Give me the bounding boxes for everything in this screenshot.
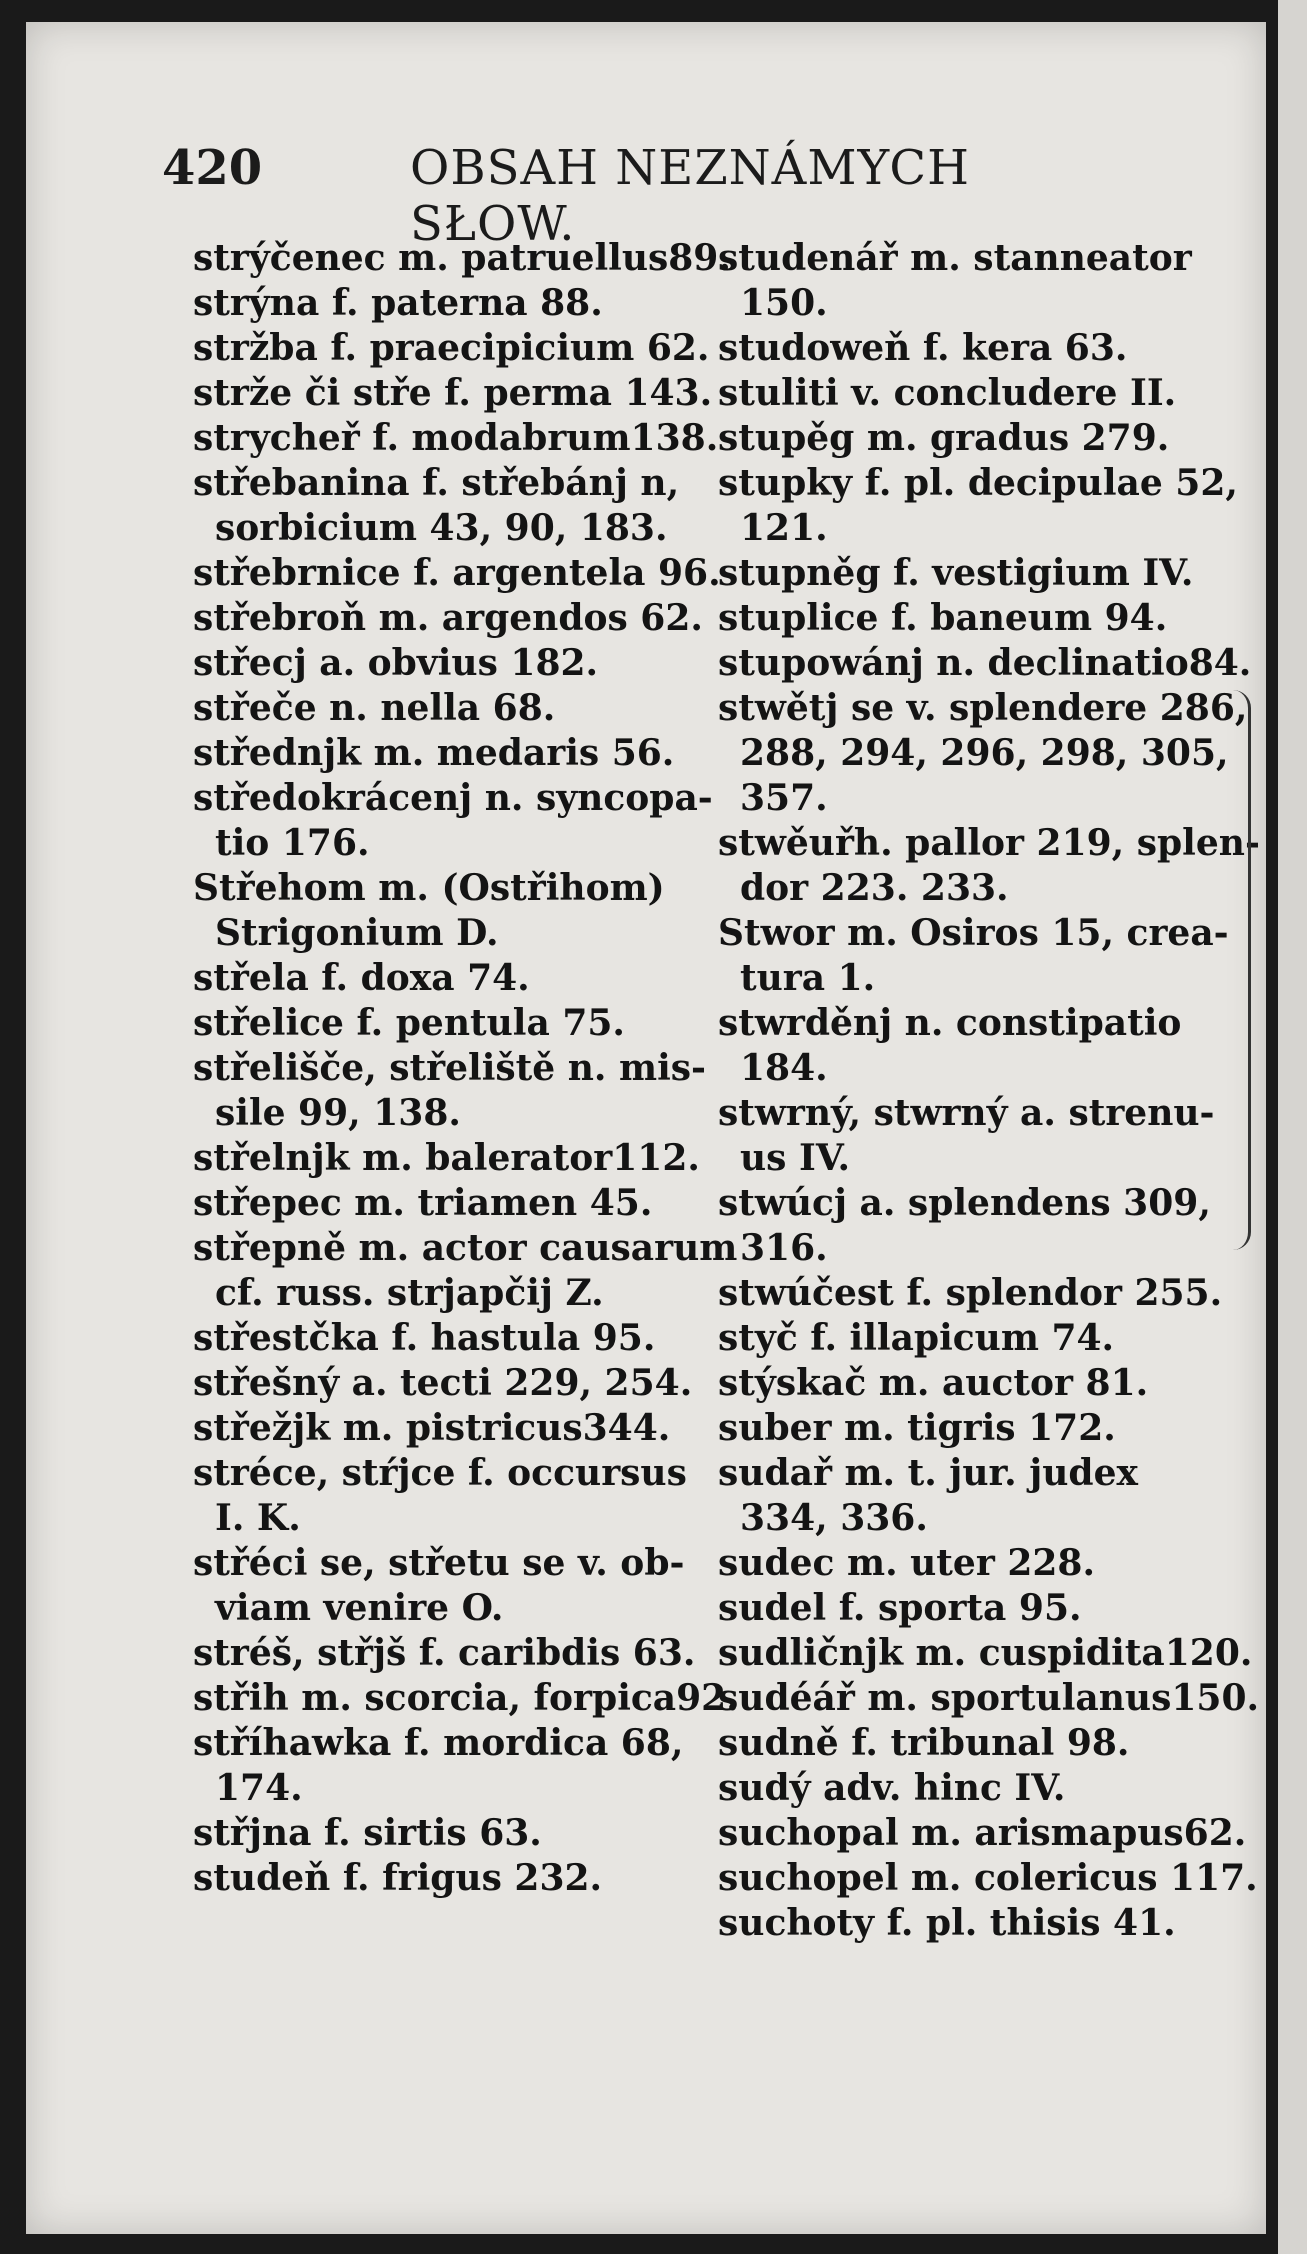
index-entry-line: 174. — [215, 1767, 303, 1809]
index-entry-line: 184. — [740, 1047, 828, 1089]
index-entry-line: sorbicium 43, 90, 183. — [215, 507, 668, 549]
index-entry-line: střelice f. pentula 75. — [193, 1002, 625, 1044]
index-entry-line: stupowánj n. declinatio84. — [718, 642, 1252, 684]
index-entry-line: střežjk m. pistricus344. — [193, 1407, 671, 1449]
index-entry-line: 316. — [740, 1227, 828, 1269]
index-entry-line: středokrácenj n. syncopa- — [193, 777, 713, 819]
index-entry-line: střelišče, střeliště n. mis- — [193, 1047, 706, 1089]
index-entry-line: strýčenec m. patruellus89. — [193, 237, 731, 279]
index-entry-line: stréš, střjš f. caribdis 63. — [193, 1632, 696, 1674]
index-entry-line: stříhawka f. mordica 68, — [193, 1722, 684, 1764]
index-entry-line: viam venire O. — [215, 1587, 504, 1629]
running-title: OBSAH NEZNÁMYCH SŁOW. — [410, 140, 970, 252]
index-entry-line: sile 99, 138. — [215, 1092, 461, 1134]
index-entry-line: stupněg f. vestigium IV. — [718, 552, 1194, 594]
index-entry-line: stwětj se v. splendere 286, — [718, 687, 1248, 729]
index-entry-line: tio 176. — [215, 822, 370, 864]
index-entry-line: studoweň f. kera 63. — [718, 327, 1128, 369]
index-entry-line: střela f. doxa 74. — [193, 957, 530, 999]
index-entry-line: střebroň m. argendos 62. — [193, 597, 703, 639]
index-entry-line: stržba f. praecipicium 62. — [193, 327, 710, 369]
index-entry-line: střebanina f. střebánj n, — [193, 462, 680, 504]
index-entry-line: stuliti v. concludere II. — [718, 372, 1177, 414]
index-entry-line: sudličnjk m. cuspidita120. — [718, 1632, 1253, 1674]
page-number: 420 — [162, 140, 263, 196]
index-entry-line: us IV. — [740, 1137, 850, 1179]
index-entry-line: strže či stře f. perma 143. — [193, 372, 713, 414]
index-entry-line: střednjk m. medaris 56. — [193, 732, 675, 774]
index-entry-line: suchopel m. colericus 117. — [718, 1857, 1258, 1899]
index-entry-line: sudéář m. sportulanus150. — [718, 1677, 1260, 1719]
index-entry-line: střih m. scorcia, forpica92. — [193, 1677, 739, 1719]
index-entry-line: střešný a. tecti 229, 254. — [193, 1362, 693, 1404]
index-entry-line: I. K. — [215, 1497, 301, 1539]
index-entry-line: sudař m. t. jur. judex — [718, 1452, 1138, 1494]
index-entry-line: střjna f. sirtis 63. — [193, 1812, 542, 1854]
index-entry-line: střéci se, střetu se v. ob- — [193, 1542, 685, 1584]
index-entry-line: střelnjk m. balerator112. — [193, 1137, 700, 1179]
index-entry-line: stupěg m. gradus 279. — [718, 417, 1170, 459]
index-entry-line: dor 223. 233. — [740, 867, 1009, 909]
page-header — [162, 140, 1062, 252]
index-entry-line: střepec m. triamen 45. — [193, 1182, 653, 1224]
index-entry-line: stwúčest f. splendor 255. — [718, 1272, 1223, 1314]
index-entry-line: suber m. tigris 172. — [718, 1407, 1116, 1449]
right-column — [718, 236, 1260, 1946]
index-entry-line: 150. — [740, 282, 828, 324]
index-entry-line: Strigonium D. — [215, 912, 499, 954]
index-entry-line: sudý adv. hinc IV. — [718, 1767, 1066, 1809]
index-entry-line: 288, 294, 296, 298, 305, — [740, 732, 1229, 774]
index-entry-line: střepně m. actor causarum — [193, 1227, 738, 1269]
left-column — [193, 236, 739, 1901]
index-entry-line: 357. — [740, 777, 828, 819]
index-entry-line: suchopal m. arismapus62. — [718, 1812, 1247, 1854]
index-entry-line: střeče n. nella 68. — [193, 687, 556, 729]
index-entry-line: stuplice f. baneum 94. — [718, 597, 1168, 639]
index-entry-line: studenář m. stanneator — [718, 237, 1192, 279]
index-entry-line: Střehom m. (Ostřihom) — [193, 867, 665, 909]
index-entry-line: stýskač m. auctor 81. — [718, 1362, 1149, 1404]
index-entry-line: stwúcj a. splendens 309, — [718, 1182, 1211, 1224]
index-entry-line: sudně f. tribunal 98. — [718, 1722, 1130, 1764]
index-entry-line: 121. — [740, 507, 828, 549]
index-entry-line: střestčka f. hastula 95. — [193, 1317, 656, 1359]
index-entry-line: cf. russ. strjapčij Z. — [215, 1272, 604, 1314]
index-entry-line: stwěuřh. pallor 219, splen- — [718, 822, 1260, 864]
index-entry-line: suchoty f. pl. thisis 41. — [718, 1902, 1176, 1944]
index-entry-line: strycheř f. modabrum138. — [193, 417, 719, 459]
index-entry-line: tura 1. — [740, 957, 876, 999]
index-entry-line: styč f. illapicum 74. — [718, 1317, 1115, 1359]
index-entry-line: sudec m. uter 228. — [718, 1542, 1096, 1584]
index-entry-line: sudel f. sporta 95. — [718, 1587, 1082, 1629]
handwritten-bracket — [1218, 690, 1251, 1250]
index-entry-line: studeň f. frigus 232. — [193, 1857, 603, 1899]
index-entry-line: strýna f. paterna 88. — [193, 282, 603, 324]
index-entry-line: stréce, stŕjce f. occursus — [193, 1452, 687, 1494]
index-entry-line: stwrný, stwrný a. strenu- — [718, 1092, 1215, 1134]
index-entry-line: 334, 336. — [740, 1497, 928, 1539]
index-entry-line: střebrnice f. argentela 96. — [193, 552, 721, 594]
index-entry-line: stwrděnj n. constipatio — [718, 1002, 1182, 1044]
index-entry-line: Stwor m. Osiros 15, crea- — [718, 912, 1229, 954]
index-entry-line: střecj a. obvius 182. — [193, 642, 599, 684]
adjacent-page-edge — [1278, 0, 1307, 2254]
index-entry-line: stupky f. pl. decipulae 52, — [718, 462, 1238, 504]
